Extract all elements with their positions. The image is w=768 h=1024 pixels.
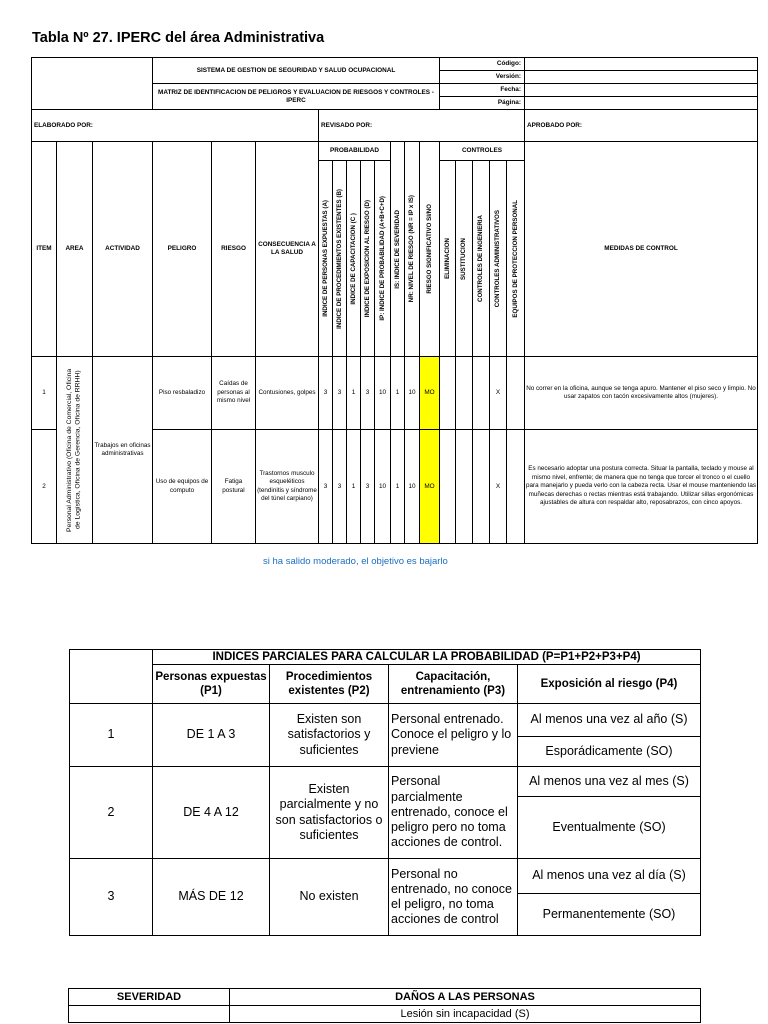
severity-table bbox=[68, 988, 701, 1023]
row-ingenieria bbox=[473, 430, 490, 544]
indices-table bbox=[69, 649, 701, 936]
row-riesgo: Caídas de personas al mismo nivel bbox=[212, 357, 256, 430]
row-consecuencia: Trastornos musculo esqueléticos (tendinitis y síndrome del túnel carpiano) bbox=[256, 430, 319, 544]
row-administrativos: X bbox=[490, 357, 507, 430]
matrix-title: MATRIZ DE IDENTIFICACION DE PELIGROS Y EVALUACION DE RIESGOS Y CONTROLES - IPERC bbox=[153, 84, 440, 110]
row-ip: 10 bbox=[375, 357, 391, 430]
header-danos: DAÑOS A LAS PERSONAS bbox=[230, 989, 701, 1006]
fecha-label: Fecha: bbox=[440, 84, 525, 97]
annotation-note: si ha salido moderado, el objetivo es bajarlo bbox=[263, 556, 448, 567]
row-epp bbox=[507, 430, 525, 544]
row-administrativos: X bbox=[490, 430, 507, 544]
cell-p3: Personal no entrenado, no conoce el peligro, no toma acciones de control bbox=[389, 859, 518, 936]
row-significativo: MO bbox=[420, 357, 440, 430]
row-nr: 10 bbox=[405, 430, 420, 544]
header-is: IS: INDICE DE SEVERIDAD bbox=[391, 142, 405, 357]
codigo-value bbox=[525, 58, 758, 71]
codigo-label: Código: bbox=[440, 58, 525, 71]
revisado-por-label: REVISADO POR: bbox=[319, 110, 525, 142]
system-title: SISTEMA DE GESTION DE SEGURIDAD Y SALUD OCUPACIONAL bbox=[153, 58, 440, 84]
header-ind-d: INDICE DE EXPOSICION AL RIESGO (D) bbox=[361, 161, 375, 357]
index-value: 3 bbox=[70, 859, 153, 936]
cell-p2: Existen son satisfactorios y suficientes bbox=[270, 704, 389, 767]
row-consecuencia: Contusiones, golpes bbox=[256, 357, 319, 430]
row-ind-d: 3 bbox=[361, 430, 375, 544]
header-item: ITEM bbox=[32, 142, 57, 357]
row-ind-a: 3 bbox=[319, 357, 333, 430]
iperc-matrix-table bbox=[31, 57, 758, 544]
severity-level bbox=[69, 1006, 230, 1023]
header-p1: Personas expuestas (P1) bbox=[153, 665, 270, 704]
severity-description: Lesión sin incapacidad (S) bbox=[230, 1006, 701, 1023]
header-consecuencia: CONSECUENCIA A LA SALUD bbox=[256, 142, 319, 357]
table-row bbox=[70, 704, 701, 737]
header-administrativos: CONTROLES ADMINISTRATIVOS bbox=[490, 161, 507, 357]
header-ip: IP: INDICE DE PROBABILIDAD (A+B+C+D) bbox=[375, 161, 391, 357]
index-value: 2 bbox=[70, 767, 153, 859]
cell-p4-s: Al menos una vez al día (S) bbox=[518, 859, 701, 894]
aprobado-por-label: APROBADO POR: bbox=[525, 110, 758, 142]
header-eliminacion: ELIMINACION bbox=[440, 161, 456, 357]
row-medidas: Es necesario adoptar una postura correcta. Situar la pantalla, teclado y mouse al mismo nivel, enfrente; de manera que no tenga que torcer el tronco o el cuello para manejarlo y pueda verlo con la cabeza recta. Usar el mouse manteniendo las muñecas derechas o rectas mientras está trabajando. Utilizar sillas ergonómicas ajustables de altura con respaldar alto, reposabrazos, con cinco apoyos. bbox=[525, 430, 758, 544]
row-peligro: Piso resbaladizo bbox=[153, 357, 212, 430]
table-row bbox=[70, 767, 701, 797]
row-eliminacion bbox=[440, 357, 456, 430]
version-value bbox=[525, 71, 758, 84]
header-peligro: PELIGRO bbox=[153, 142, 212, 357]
row-epp bbox=[507, 357, 525, 430]
row-item: 2 bbox=[32, 430, 57, 544]
header-probabilidad: PROBABILIDAD bbox=[319, 142, 391, 161]
row-item: 1 bbox=[32, 357, 57, 430]
row-is: 1 bbox=[391, 357, 405, 430]
header-significativo: RIESGO SIGNIFICATIVO SI/NO bbox=[420, 142, 440, 357]
table-row bbox=[32, 357, 758, 430]
header-p3: Capacitación, entrenamiento (P3) bbox=[389, 665, 518, 704]
row-ind-a: 3 bbox=[319, 430, 333, 544]
header-riesgo: RIESGO bbox=[212, 142, 256, 357]
row-ingenieria bbox=[473, 357, 490, 430]
header-nr: NR: NIVEL DE RIESGO (NR = IP x IS) bbox=[405, 142, 420, 357]
header-ind-b: INDICE DE PROCEDIMIENTOS EXISTENTES (B) bbox=[333, 161, 347, 357]
row-eliminacion bbox=[440, 430, 456, 544]
header-ind-c: INDICE DE CAPACITACION (C ) bbox=[347, 161, 361, 357]
row-nr: 10 bbox=[405, 357, 420, 430]
pagina-label: Página: bbox=[440, 97, 525, 110]
cell-p4-s: Al menos una vez al año (S) bbox=[518, 704, 701, 737]
row-area: Personal Administrativo (Oficina de Comercial, Oficina de Logística, Oficina de Gerencia, Oficina de RRHH) bbox=[57, 357, 93, 544]
header-controles: CONTROLES bbox=[440, 142, 525, 161]
table-row bbox=[70, 859, 701, 894]
cell-p2: No existen bbox=[270, 859, 389, 936]
cell-p3: Personal parcialmente entrenado, conoce el peligro pero no toma acciones de control. bbox=[389, 767, 518, 859]
row-ind-c: 1 bbox=[347, 357, 361, 430]
header-p4: Exposición al riesgo (P4) bbox=[518, 665, 701, 704]
indices-title: INDICES PARCIALES PARA CALCULAR LA PROBABILIDAD (P=P1+P2+P3+P4) bbox=[153, 650, 701, 665]
header-actividad: ACTIVIDAD bbox=[93, 142, 153, 357]
header-medidas: MEDIDAS DE CONTROL bbox=[525, 142, 758, 357]
header-sustitucion: SUSTITUCION bbox=[456, 161, 473, 357]
document-title: Tabla Nº 27. IPERC del área Administrativa bbox=[32, 30, 325, 46]
logo-cell bbox=[32, 58, 153, 110]
cell-p4-so: Permanentemente (SO) bbox=[518, 894, 701, 936]
cell-p4-s: Al menos una vez al mes (S) bbox=[518, 767, 701, 797]
cell-p4-so: Eventualmente (SO) bbox=[518, 797, 701, 859]
cell-p3: Personal entrenado. Conoce el peligro y lo previene bbox=[389, 704, 518, 767]
row-actividad: Trabajos en oficinas administrativas bbox=[93, 357, 153, 544]
row-ind-b: 3 bbox=[333, 430, 347, 544]
row-medidas: No correr en la oficina, aunque se tenga apuro. Mantener el piso seco y limpio. No usar zapatos con tacón excesivamente altos (mujeres). bbox=[525, 357, 758, 430]
row-sustitucion bbox=[456, 357, 473, 430]
row-ind-b: 3 bbox=[333, 357, 347, 430]
table-row bbox=[69, 1006, 701, 1023]
cell-p1: MÁS DE 12 bbox=[153, 859, 270, 936]
cell-p1: DE 1 A 3 bbox=[153, 704, 270, 767]
elaborado-por-label: ELABORADO POR: bbox=[32, 110, 319, 142]
fecha-value bbox=[525, 84, 758, 97]
row-is: 1 bbox=[391, 430, 405, 544]
indices-corner bbox=[70, 650, 153, 665]
header-area: AREA bbox=[57, 142, 93, 357]
indices-corner-lower bbox=[70, 665, 153, 704]
header-epp: EQUIPOS DE PROTECCION PERSONAL bbox=[507, 161, 525, 357]
row-peligro: Uso de equipos de computo bbox=[153, 430, 212, 544]
cell-p2: Existen parcialmente y no son satisfactorios o suficientes bbox=[270, 767, 389, 859]
row-ind-c: 1 bbox=[347, 430, 361, 544]
row-sustitucion bbox=[456, 430, 473, 544]
pagina-value bbox=[525, 97, 758, 110]
row-significativo: MO bbox=[420, 430, 440, 544]
cell-p1: DE 4 A 12 bbox=[153, 767, 270, 859]
index-value: 1 bbox=[70, 704, 153, 767]
row-ind-d: 3 bbox=[361, 357, 375, 430]
header-ind-a: INDICE DE PERSONAS EXPUESTAS (A) bbox=[319, 161, 333, 357]
header-severidad: SEVERIDAD bbox=[69, 989, 230, 1006]
row-riesgo: Fatiga postural bbox=[212, 430, 256, 544]
version-label: Versión: bbox=[440, 71, 525, 84]
header-p2: Procedimientos existentes (P2) bbox=[270, 665, 389, 704]
header-ingenieria: CONTROLES DE INGENIERIA bbox=[473, 161, 490, 357]
row-ip: 10 bbox=[375, 430, 391, 544]
cell-p4-so: Esporádicamente (SO) bbox=[518, 737, 701, 767]
